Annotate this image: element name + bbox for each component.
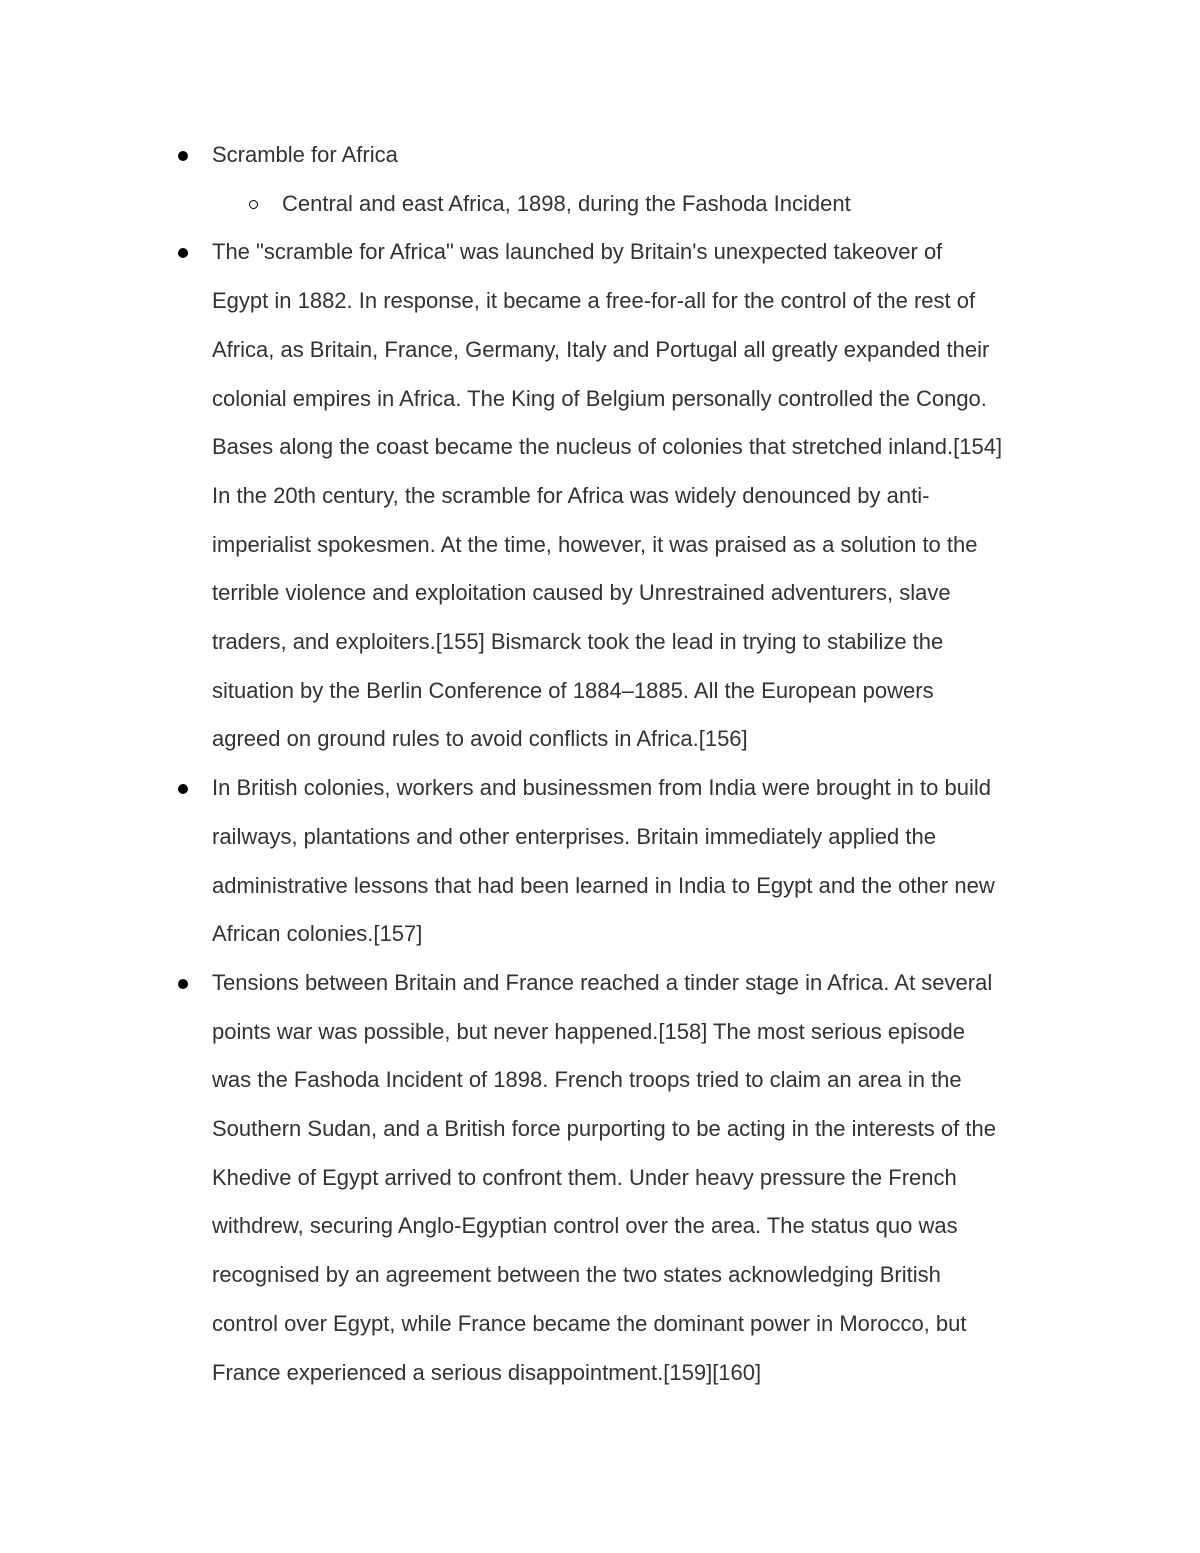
list-item xyxy=(0,959,1200,1397)
bullet-icon xyxy=(178,979,188,989)
bullet-icon xyxy=(178,784,188,794)
list-item-text: Tensions between Britain and France reached a tinder stage in Africa. At several points war was possible, but never happened.[158] The most serious episode was the Fashoda Incident of 1898. French troops tried to claim an area in the Southern Sudan, and a British force purporting to be acting in the interests of the Khedive of Egypt arrived to confront them. Under heavy pressure the French withdrew, securing Anglo-Egyptian control over the area. The status quo was recognised by an agreement between the two states acknowledging British control over Egypt, while France became the dominant power in Morocco, but France experienced a serious disappointment.[159][160] xyxy=(212,969,996,1385)
bullet-list xyxy=(0,131,1200,1397)
hollow-bullet-icon xyxy=(249,200,258,209)
list-item xyxy=(0,764,1200,959)
bullet-icon xyxy=(178,248,188,258)
list-item xyxy=(0,228,1200,764)
list-item-text: In British colonies, workers and businessmen from India were brought in to build railways, plantations and other enterprises. Britain immediately applied the administrative lessons that had been learned in India to Egypt and the other new African colonies.[157] xyxy=(212,775,995,947)
bullet-icon xyxy=(178,151,188,161)
list-item-text: The "scramble for Africa" was launched by Britain's unexpected takeover of Egypt in 1882. In response, it became a free-for-all for the control of the rest of Africa, as Britain, France, Germany, Italy and Portugal all greatly expanded their colonial empires in Africa. The King of Belgium personally controlled the Congo. Bases along the coast became the nucleus of colonies that stretched inland.[154] In the 20th century, the scramble for Africa was widely denounced by anti- imperialist spokesmen. At the time, however, it was praised as a solution to the terrible violence and exploitation caused by Unrestrained adventurers, slave traders, and exploiters.[155] Bismarck took the lead in trying to stabilize the situation by the Berlin Conference of 1884–1885. All the European powers agreed on ground rules to avoid conflicts in Africa.[156] xyxy=(212,239,1003,752)
sub-list-item-text: Central and east Africa, 1898, during the Fashoda Incident xyxy=(282,190,851,216)
list-item xyxy=(0,131,1200,180)
list-item-text: Scramble for Africa xyxy=(212,142,398,167)
sub-list-item xyxy=(0,180,1200,229)
